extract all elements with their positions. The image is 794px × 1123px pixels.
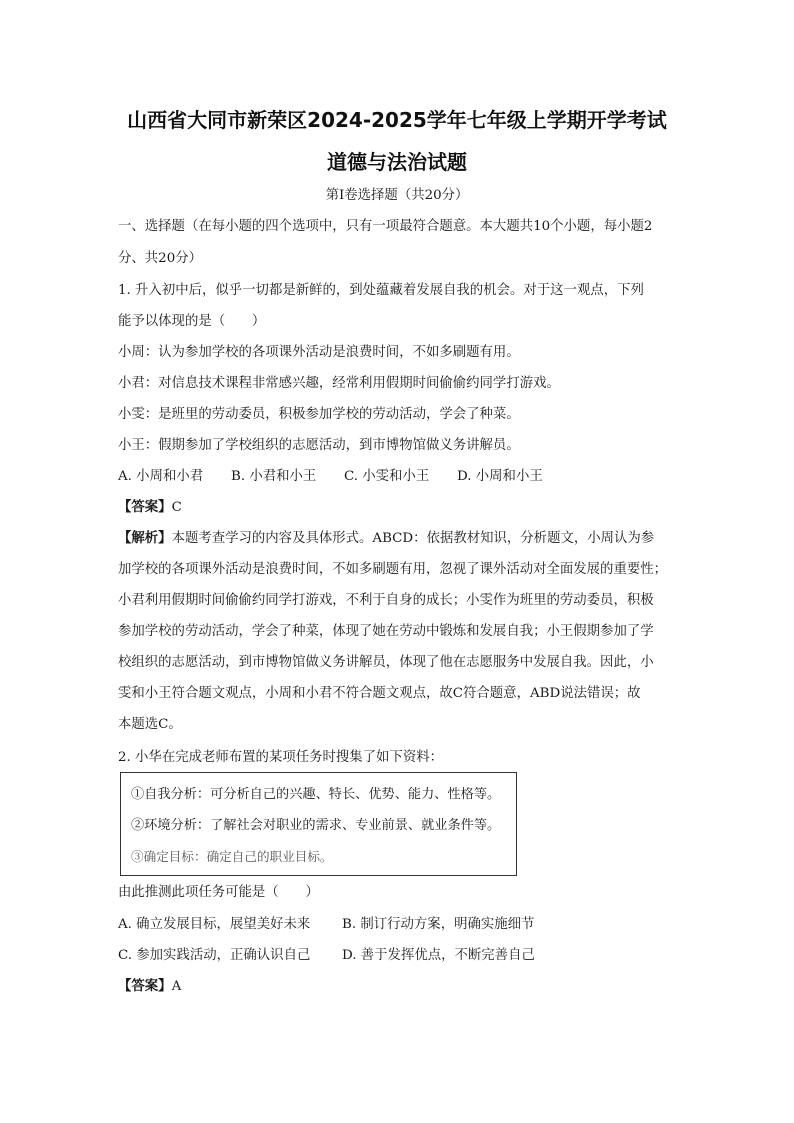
exam-title-line2: 道德与法治试题: [327, 150, 467, 174]
q1-stem-line2: 能予以体现的是（ ）: [118, 314, 266, 329]
q1-option-a: A. 小周和小君: [118, 469, 204, 484]
exam-title-line1: 山西省大同市新荣区2024-2025学年七年级上学期开学考试: [127, 108, 667, 132]
answer-value: C: [171, 500, 182, 515]
q1-analysis-line: 加学校的各项课外活动是浪费时间，不如多刷题有用，忽视了课外活动对全面发展的重要性；: [118, 562, 668, 577]
q1-statement: 小周：认为参加学校的各项课外活动是浪费时间，不如多刷题有用。: [118, 345, 520, 360]
q2-option-a: A. 确立发展目标，展望美好未来: [118, 917, 311, 932]
q2-options-row2: [118, 947, 678, 965]
q1-options: [118, 468, 678, 486]
q2-options-row1: [118, 916, 678, 934]
q2-prompt: 由此推测此项任务可能是（ ）: [118, 885, 319, 900]
q1-analysis-line: 雯和小王符合题文观点，小周和小君不符合题文观点，故C符合题意，ABD说法错误；故: [118, 686, 641, 701]
q1-analysis-line: [118, 530, 678, 548]
section-header: 第Ⅰ卷选择题（共20分）: [325, 188, 469, 203]
q1-statement: 小王：假期参加了学校组织的志愿活动，到市博物馆做义务讲解员。: [118, 438, 520, 453]
material-item: ①自我分析：可分析自己的兴趣、特长、优势、能力、性格等。: [131, 787, 501, 802]
instruction-line1: 一、选择题（在每小题的四个选项中，只有一项最符合题意。本大题共10个小题，每小题2: [118, 219, 653, 234]
answer-label: 【答案】: [118, 500, 172, 515]
q1-statement: 小雯：是班里的劳动委员，积极参加学校的劳动活动，学会了种菜。: [118, 407, 520, 422]
q1-stem-line1: 1. 升入初中后，似乎一切都是新鲜的，到处蕴藏着发展自我的机会。对于这一观点，下列: [118, 283, 644, 298]
instruction-line2: 分、共20分）: [118, 251, 202, 266]
q2-option-c: C. 参加实践活动，正确认识自己: [118, 948, 311, 963]
analysis-label: 【解析】: [118, 531, 172, 546]
q1-analysis-line: 参加学校的劳动活动，学会了种菜，体现了她在劳动中锻炼和发展自我；小王假期参加了学: [118, 624, 654, 639]
q2-answer: [118, 978, 678, 996]
q1-option-c: C. 小雯和小王: [344, 469, 430, 484]
q2-option-b: B. 制订行动方案，明确实施细节: [342, 917, 535, 932]
q2-option-d: D. 善于发挥优点，不断完善自己: [342, 948, 535, 963]
answer-value: A: [171, 979, 182, 994]
q1-option-b: B. 小君和小王: [231, 469, 317, 484]
q2-stem: 2. 小华在完成老师布置的某项任务时搜集了如下资料：: [118, 750, 444, 765]
q1-statement: 小君：对信息技术课程非常感兴趣，经常利用假期时间偷偷约同学打游戏。: [118, 376, 560, 391]
q2-material-box: [120, 772, 517, 876]
q1-analysis-line: 小君利用假期时间偷偷约同学打游戏，不利于自身的成长；小雯作为班里的劳动委员，积极: [118, 593, 654, 608]
q1-answer: [118, 499, 678, 517]
q1-analysis-line: 本题选C。: [118, 717, 182, 732]
material-item: ③确定目标：确定自己的职业目标。: [131, 849, 333, 864]
q1-analysis-line: 校组织的志愿活动，到市博物馆做义务讲解员，体现了他在志愿服务中发展自我。因此，小: [118, 655, 654, 670]
answer-label: 【答案】: [118, 979, 172, 994]
material-item: ②环境分析：了解社会对职业的需求、专业前景、就业条件等。: [131, 818, 501, 833]
analysis-text: 本题考查学习的内容及具体形式。ABCD：依据教材知识，分析题文，小周认为参: [171, 531, 655, 546]
q1-option-d: D. 小周和小王: [457, 469, 543, 484]
